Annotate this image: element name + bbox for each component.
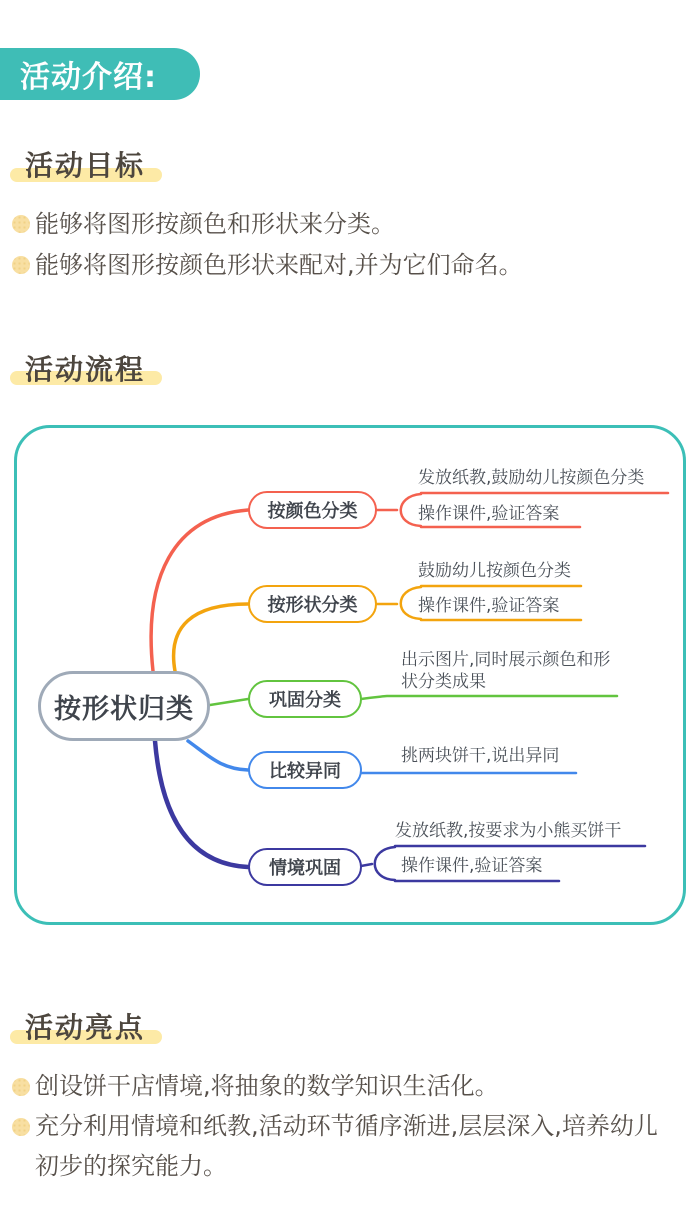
mindmap-leaf: 发放纸教,鼓励幼儿按颜色分类 xyxy=(418,468,645,488)
mindmap-node-compare: 比较异同 xyxy=(248,751,362,789)
mindmap-leaf: 发放纸教,按要求为小熊买饼干 xyxy=(395,821,622,841)
bullet-dot xyxy=(12,1078,30,1096)
mindmap-leaf: 挑两块饼干,说出异同 xyxy=(401,746,560,766)
mindmap-node-shape-sort: 按形状分类 xyxy=(248,585,377,623)
activity-intro-badge-label: 活动介绍: xyxy=(20,60,157,95)
highlight-item: 创设饼干店情境,将抽象的数学知识生活化。 xyxy=(35,1072,499,1100)
bullet-dot xyxy=(12,1118,30,1136)
activity-intro-badge xyxy=(0,48,200,100)
highlights-heading: 活动亮点 xyxy=(25,1011,146,1044)
bullet-dot xyxy=(12,215,30,233)
mindmap-leaf: 操作课件,验证答案 xyxy=(418,596,560,616)
highlight-item: 充分利用情境和纸教,活动环节循序渐进,层层深入,培养幼儿初步的探究能力。 xyxy=(35,1112,658,1180)
mindmap-leaf: 操作课件,验证答案 xyxy=(401,856,543,876)
mindmap-root-node: 按形状归类 xyxy=(38,671,210,741)
mindmap-node-scenario: 情境巩固 xyxy=(248,848,362,886)
mindmap-leaf: 操作课件,验证答案 xyxy=(418,504,560,524)
mindmap-leaf: 鼓励幼儿按颜色分类 xyxy=(418,561,571,581)
mindmap-leaf: 出示图片,同时展示颜色和形状分类成果 xyxy=(401,650,611,692)
goals-heading: 活动目标 xyxy=(25,149,146,182)
mindmap-node-color-sort: 按颜色分类 xyxy=(248,491,377,529)
mindmap-node-consolidate: 巩固分类 xyxy=(248,680,362,718)
goal-item: 能够将图形按颜色和形状来分类。 xyxy=(35,210,395,238)
goal-item: 能够将图形按颜色形状来配对,并为它们命名。 xyxy=(35,251,523,279)
flow-heading: 活动流程 xyxy=(25,353,146,386)
bullet-dot xyxy=(12,256,30,274)
mindmap-panel xyxy=(14,425,686,925)
